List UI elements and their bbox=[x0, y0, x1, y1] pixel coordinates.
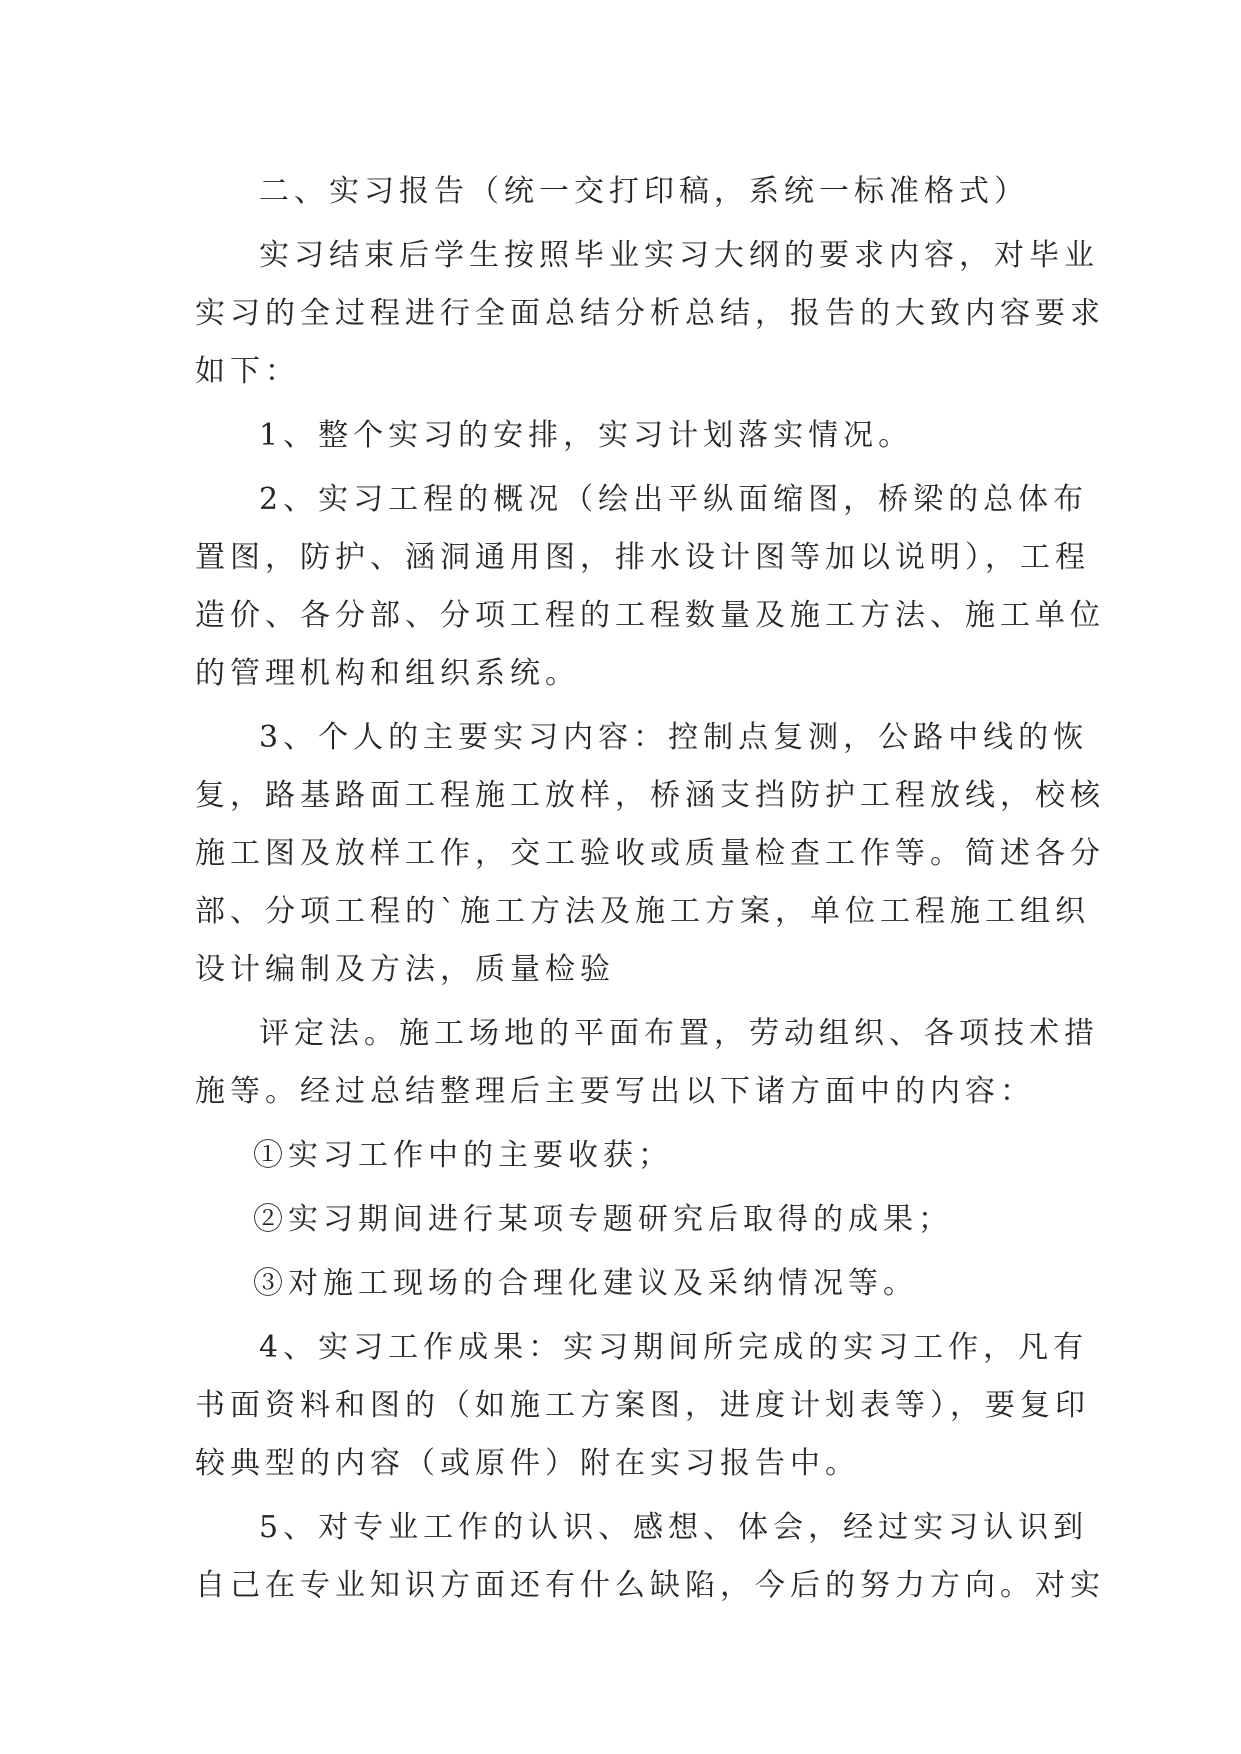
list-item-3-continuation bbox=[195, 1005, 1099, 1121]
text-line: 书面资料和图的（如施工方案图，进度计划表等），要复印 bbox=[195, 1388, 1090, 1423]
list-item-2 bbox=[195, 471, 1105, 703]
list-item-5 bbox=[195, 1499, 1105, 1615]
text-line: ①实习工作中的主要收获； bbox=[253, 1138, 673, 1173]
list-item-3 bbox=[195, 709, 1105, 999]
list-item-4 bbox=[195, 1319, 1090, 1493]
text-line: 较典型的内容（或原件）附在实习报告中。 bbox=[195, 1446, 860, 1481]
text-line: 自己在专业知识方面还有什么缺陷，今后的努力方向。对实 bbox=[195, 1568, 1105, 1603]
text-line: 4、实习工作成果：实习期间所完成的实习工作，凡有 bbox=[259, 1330, 1089, 1365]
text-line: ②实习期间进行某项专题研究后取得的成果； bbox=[253, 1202, 953, 1237]
sub-item-2 bbox=[195, 1191, 1055, 1249]
text-line: 如下： bbox=[195, 354, 300, 389]
text-line: 1、整个实习的安排，实习计划落实情况。 bbox=[259, 418, 914, 453]
section-heading bbox=[195, 163, 1055, 221]
text-line: 的管理机构和组织系统。 bbox=[195, 656, 580, 691]
text-line: 置图，防护、涵洞通用图，排水设计图等加以说明），工程 bbox=[195, 540, 1090, 575]
text-line: 造价、各分部、分项工程的工程数量及施工方法、施工单位 bbox=[195, 598, 1105, 633]
text-line: ③对施工现场的合理化建议及采纳情况等。 bbox=[253, 1266, 918, 1301]
text-line: 实习的全过程进行全面总结分析总结，报告的大致内容要求 bbox=[195, 296, 1105, 331]
text-line: 设计编制及方法，质量检验 bbox=[195, 952, 615, 987]
text-line: 施工图及放样工作，交工验收或质量检查工作等。简述各分 bbox=[195, 836, 1105, 871]
sub-item-3 bbox=[195, 1255, 1055, 1313]
text-line: 评定法。施工场地的平面布置，劳动组织、各项技术措 bbox=[259, 1016, 1099, 1051]
list-item-1 bbox=[195, 407, 1055, 465]
text-line: 2、实习工程的概况（绘出平纵面缩图，桥梁的总体布 bbox=[259, 482, 1089, 517]
text-line: 5、对专业工作的认识、感想、体会，经过实习认识到 bbox=[259, 1510, 1089, 1545]
text-line: 实习结束后学生按照毕业实习大纲的要求内容，对毕业 bbox=[259, 238, 1099, 273]
text-line: 部、分项工程的`施工方法及施工方案，单位工程施工组织 bbox=[195, 894, 1090, 929]
document-body bbox=[195, 163, 1105, 1615]
text-line: 施等。经过总结整理后主要写出以下诸方面中的内容： bbox=[195, 1074, 1035, 1109]
text-line: 复，路基路面工程施工放样，桥涵支挡防护工程放线，校核 bbox=[195, 778, 1105, 813]
text-line: 二、实习报告（统一交打印稿，系统一标准格式） bbox=[259, 174, 1029, 209]
intro-paragraph bbox=[195, 227, 1105, 401]
sub-item-1 bbox=[195, 1127, 1055, 1185]
text-line: 3、个人的主要实习内容：控制点复测，公路中线的恢 bbox=[259, 720, 1089, 755]
